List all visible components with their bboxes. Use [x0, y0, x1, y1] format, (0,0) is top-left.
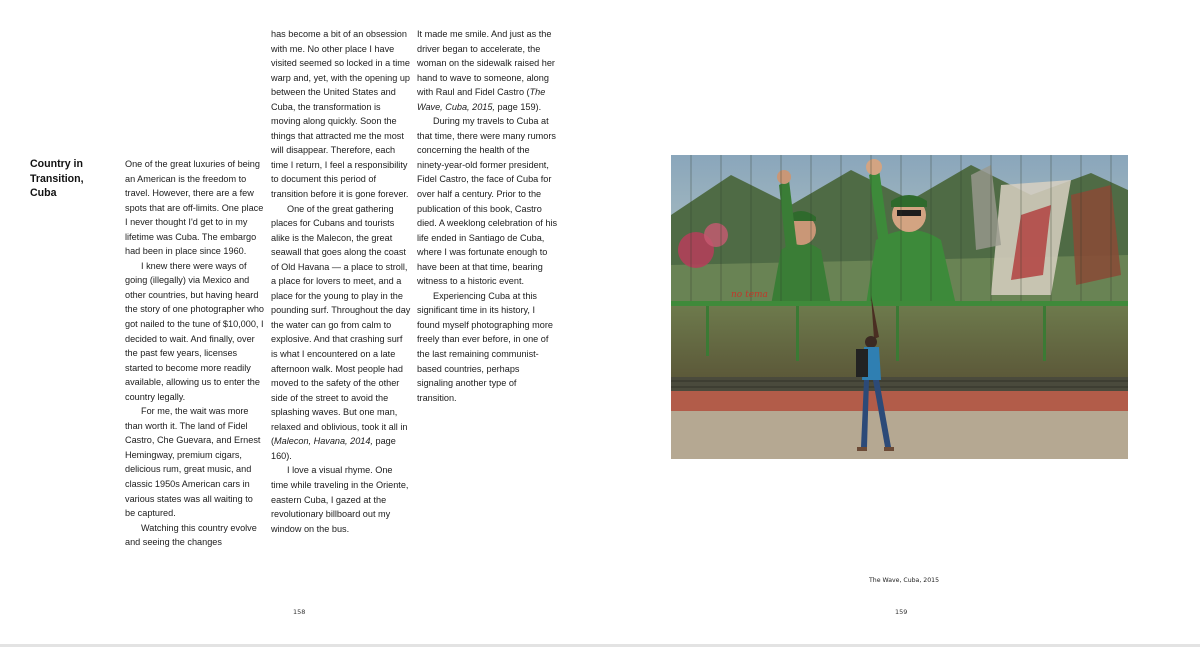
sidewalk [671, 411, 1128, 459]
fence [671, 377, 1128, 391]
paragraph-text: It made me smile. And just as the driver began to accelerate, the woman on the sidewalk raised her hand to wave to someone, along with Raul and Fidel Castro ( [417, 29, 555, 98]
paragraph: Watching this country evolve and seeing the changes [125, 522, 257, 548]
text-column-2 [271, 27, 411, 536]
paragraph: During my travels to Cuba at that time, there were many rumors concerning the health of the ninety-year-old former president, Fidel Castro, the face of Cuba for over half a century. Prior to the publication of this book, Castro died. A weeklong celebration of his life ended in Santiago de Cuba, where I was fortunate enough to have been at that time, bearing witness to a historic event. [417, 116, 558, 287]
paragraph: I love a visual rhyme. One time while traveling in the Oriente, eastern Cuba, I gazed at the revolutionary billboard out my window on the bus. [271, 465, 409, 534]
billboard-slogan: no tema [731, 290, 768, 300]
photograph [671, 155, 1128, 459]
page-number: 158 [293, 608, 306, 616]
paragraph-text: page 159). [494, 101, 542, 112]
photo-caption: The Wave, Cuba, 2015 [869, 577, 940, 584]
text-column-3 [417, 27, 557, 405]
paragraph [271, 202, 411, 464]
paragraph: I knew there were ways of going (illegally) via Mexico and other countries, but having heard the story of one photographer who got nailed to the tune of $10,000, I decided to wait. And finally, over the past few years, licenses started to become more readily available, allowing us to enter the country legally. [125, 260, 264, 402]
photo-reference: The Wave, Cuba, 2015, [417, 87, 546, 112]
grass [671, 306, 1128, 386]
paragraph-text: One of the great gathering places for Cubans and tourists alike is the Malecon, the great seawall that goes along the coast of Old Havana — a place to stroll, a place for lovers to meet, and a place for the young to play in the pounding surf. Throughout the day the water can go from calm to explosive. And that crashing surf is what I encountered on a late afternoon walk. Most people had moved to the safety of the other side of the street to avoid the splashing waves. But one man, relaxed and oblivious, took it all in ( [271, 203, 411, 447]
curb [671, 391, 1128, 411]
paragraph: For me, the wait was more than worth it. The land of Fidel Castro, Che Guevara, and Ernest Hemingway, premium cigars, delicious rum, great music, and classic 1950s American cars in various states was all waiting to be captured. [125, 406, 261, 519]
photo-illustration [671, 155, 1128, 459]
text-column-1 [125, 157, 265, 550]
right-page [600, 0, 1200, 647]
section-heading: Country in Transition, Cuba [30, 158, 84, 199]
photo-reference: Malecon, Havana, 2014, [274, 436, 373, 447]
billboard-frame [671, 301, 1128, 306]
page-number: 159 [895, 608, 908, 616]
paragraph: has become a bit of an obsession with me. No other place I have visited seemed so locked in a time warp and, yet, with the opening up between the United States and Cuba, the transformation is moving along quickly. Soon the things that attracted me the most will disappear. Therefore, each time I return, I feel a responsibility to document this period of transition before it is gone forever. [271, 29, 410, 200]
paragraph: Experiencing Cuba at this significant time in its history, I found myself photographing more freely than ever before, in one of the last remaining communist-based countries, perhaps signaling another type of transition. [417, 290, 553, 403]
paragraph [417, 27, 557, 114]
paragraph: One of the great luxuries of being an American is the freedom to travel. However, there are a few spots that are off-limits. One place I never thought I'd get to in my lifetime was Cuba. The embargo had been in place since 1960. [125, 159, 264, 257]
paragraph-text: page 160). [271, 436, 396, 461]
